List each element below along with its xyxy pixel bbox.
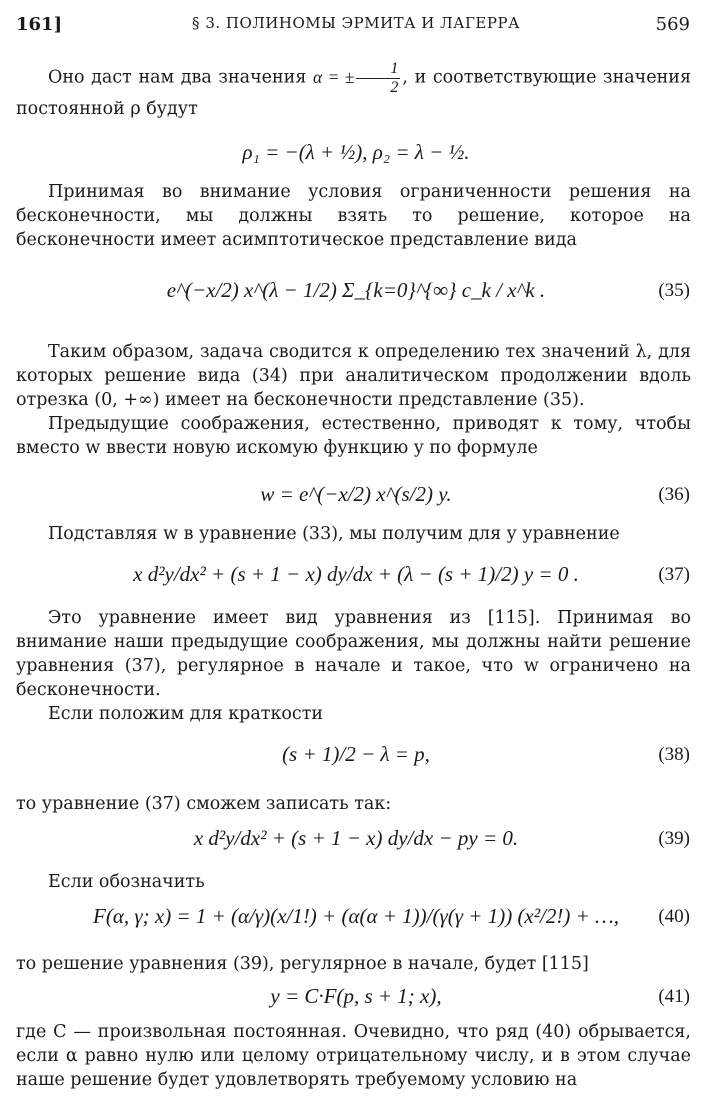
paragraph-11: где C — произвольная постоянная. Очевидно, что ряд (40) обрывается, если α равно нулю или целому отрицательному числу, и в этом случае наше решение будет удовлетворять требуемому условию на (16, 1022, 691, 1090)
rho-equation: ρ₁ = −(λ + ½), ρ₂ = λ − ½. (242, 140, 470, 164)
paragraph-8: то уравнение (37) сможем записать так: (16, 794, 392, 814)
equation-number-36: (36) (658, 484, 690, 505)
paragraph-3: Таким образом, задача сводится к определению тех значений λ, для которых решение вида (34) при аналитическом продолжении вдоль отрезка (0, +∞) имеет на бесконечности представление (35). (16, 342, 691, 410)
equation-39: x d²y/dx² + (s + 1 − x) dy/dx − py = 0. (193, 826, 519, 850)
alpha-equation: α = ± $\frac{1}{2}$ (312, 60, 399, 96)
equation-36: w = e^(−x/2) x^(s/2) y. (260, 482, 452, 506)
equation-number-41: (41) (658, 986, 690, 1007)
equation-38: (s + 1)/2 − λ = p, (282, 742, 430, 766)
page-number: 569 (655, 14, 690, 35)
equation-37: x d²y/dx² + (s + 1 − x) dy/dx + (λ − (s + 1)/2) y = 0 . (133, 562, 579, 586)
paragraph-9: Если обозначить (48, 872, 205, 892)
paragraph-6: Это уравнение имеет вид уравнения из [115]. Принимая во внимание наши предыдущие соображения, мы должны найти решение уравнения (37), регулярное в начале и такое, что w ограничено на бесконечности. (16, 608, 691, 700)
equation-40: F(α, γ; x) = 1 + (α/γ)(x/1!) + (α(α + 1))/(γ(γ + 1)) (x²/2!) + …, (93, 904, 619, 928)
equation-number-39: (39) (658, 828, 690, 849)
paragraph-10: то решение уравнения (39), регулярное в начале, будет [115] (16, 954, 589, 974)
equation-number-37: (37) (658, 564, 690, 585)
paragraph-4: Предыдущие соображения, естественно, приводят к тому, чтобы вместо w ввести новую искомую функцию y по формуле (16, 414, 691, 458)
equation-35: e^(−x/2) x^(λ − 1/2) Σ_{k=0}^{∞} c_k / x^k . (166, 278, 546, 302)
equation-number-40: (40) (658, 906, 690, 927)
paragraph-1: Оно даст нам два значения α = ± $\frac{1}{2}$ , и соответствующие значения постоянной ρ будут (16, 60, 691, 119)
section-number: 161] (16, 14, 63, 35)
equation-number-35: (35) (658, 280, 690, 301)
paragraph-7: Если положим для краткости (48, 704, 324, 724)
running-title: § 3. ПОЛИНОМЫ ЭРМИТА И ЛАГЕРРА (192, 14, 520, 32)
equation-41: y = C·F(p, s + 1; x), (270, 984, 442, 1008)
equation-number-38: (38) (658, 744, 690, 765)
paragraph-2: Принимая во внимание условия ограниченности решения на бесконечности, мы должны взять то решение, которое на бесконечности имеет асимптотическое представление вида (16, 182, 691, 250)
paragraph-5: Подставляя w в уравнение (33), мы получим для y уравнение (48, 524, 620, 544)
